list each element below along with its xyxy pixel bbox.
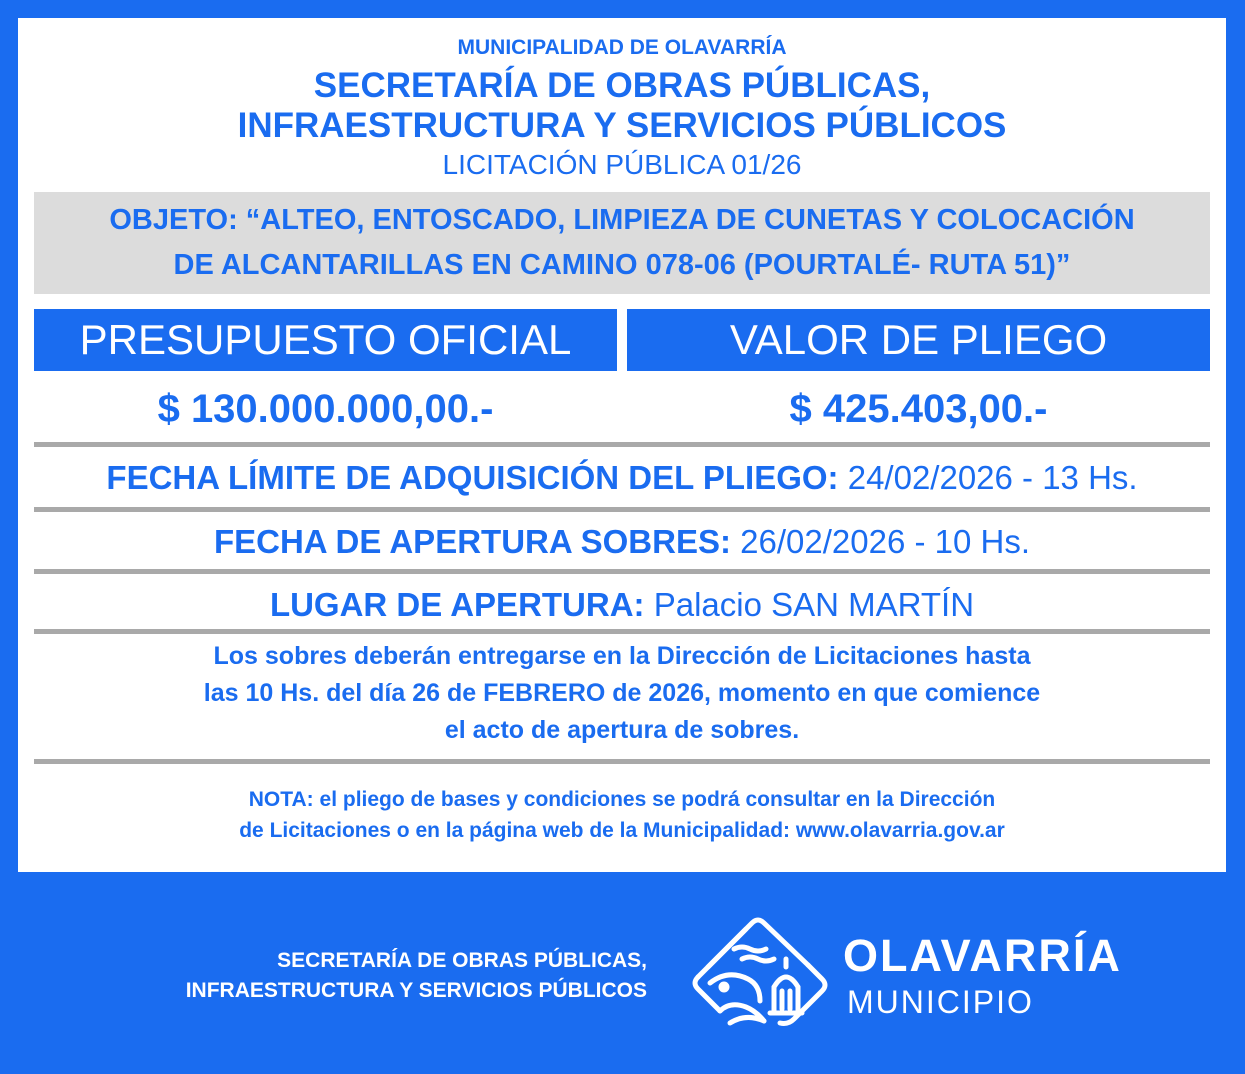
delivery-note-line1: Los sobres deberán entregarse en la Dirección de Licitaciones hasta bbox=[213, 642, 1031, 670]
opening-place-label: LUGAR DE APERTURA: bbox=[269, 586, 645, 623]
divider bbox=[34, 569, 1210, 574]
nota-line1: NOTA: el pliego de bases y condiciones se podrá consultar en la Dirección bbox=[248, 788, 996, 811]
brand-subtitle: MUNICIPIO bbox=[847, 984, 1034, 1020]
budget-amount: $ 130.000.000,00.- bbox=[157, 387, 494, 431]
deadline-row bbox=[18, 458, 1226, 498]
tender-number: LICITACIÓN PÚBLICA 01/26 bbox=[442, 149, 802, 180]
content-panel bbox=[18, 18, 1226, 872]
opening-date-value: 26/02/2026 - 10 Hs. bbox=[740, 523, 1031, 560]
footer-secretariat bbox=[90, 946, 647, 1006]
nota-line2: de Licitaciones o en la página web de la Municipalidad: www.olavarria.gov.ar bbox=[239, 819, 1005, 842]
delivery-note-line3: el acto de apertura de sobres. bbox=[444, 716, 800, 744]
secretariat-title-line1: SECRETARÍA DE OBRAS PÚBLICAS, bbox=[313, 66, 931, 105]
object-box bbox=[34, 192, 1210, 294]
divider bbox=[34, 442, 1210, 447]
opening-place-row bbox=[18, 585, 1226, 625]
footer-secretariat-line2: INFRAESTRUCTURA Y SERVICIOS PÚBLICOS bbox=[185, 979, 647, 1002]
municipality-title: MUNICIPALIDAD DE OLAVARRÍA bbox=[457, 36, 787, 59]
secretariat-title-line2: INFRAESTRUCTURA Y SERVICIOS PÚBLICOS bbox=[237, 106, 1007, 145]
opening-date-row bbox=[18, 522, 1226, 562]
brand-name: OLAVARRÍA bbox=[843, 930, 1122, 981]
object-line2: DE ALCANTARILLAS EN CAMINO 078-06 (POURTALÉ- RUTA 51)” bbox=[173, 249, 1071, 281]
delivery-note-line2: las 10 Hs. del día 26 de FEBRERO de 2026, momento en que comience bbox=[203, 679, 1041, 707]
delivery-note bbox=[18, 638, 1226, 749]
opening-place-value: Palacio SAN MARTÍN bbox=[653, 586, 975, 623]
olavarria-municipio-logo-icon bbox=[690, 905, 830, 1035]
specs-price-amount: $ 425.403,00.- bbox=[789, 387, 1048, 431]
footer-secretariat-line1: SECRETARÍA DE OBRAS PÚBLICAS, bbox=[277, 949, 647, 972]
opening-date-label: FECHA DE APERTURA SOBRES: bbox=[213, 523, 731, 560]
specs-price-header: VALOR DE PLIEGO bbox=[627, 309, 1210, 371]
divider bbox=[34, 629, 1210, 634]
deadline-label: FECHA LÍMITE DE ADQUISICIÓN DEL PLIEGO: bbox=[106, 459, 839, 496]
deadline-value: 24/02/2026 - 13 Hs. bbox=[847, 459, 1138, 496]
object-line1: OBJETO: “ALTEO, ENTOSCADO, LIMPIEZA DE CUNETAS Y COLOCACIÓN bbox=[109, 204, 1135, 236]
divider bbox=[34, 507, 1210, 512]
budget-header: PRESUPUESTO OFICIAL bbox=[34, 309, 617, 371]
nota bbox=[18, 784, 1226, 846]
divider bbox=[34, 759, 1210, 764]
